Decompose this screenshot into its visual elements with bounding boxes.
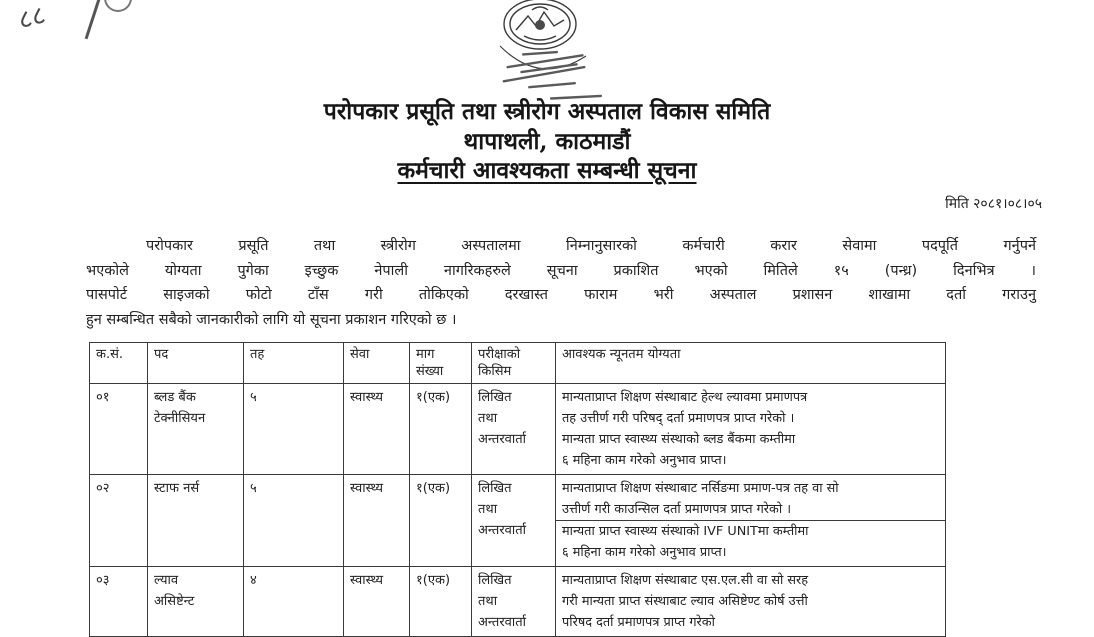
- header-exam-line: किसिम: [478, 364, 512, 379]
- cell-qualification: [556, 475, 946, 567]
- cell-level: ५: [244, 384, 344, 475]
- header-demand-count: [410, 343, 472, 384]
- qualification-line: ६ महिना काम गरेको अनुभाव प्राप्त।: [562, 545, 727, 560]
- cell-serial-number: ०१: [90, 384, 148, 475]
- cell-service: स्वास्थ्य: [344, 475, 410, 567]
- hospital-committee-title: परोपकार प्रसूति तथा स्त्रीरोग अस्पताल विकास समिति: [323, 98, 771, 125]
- exam-line: लिखित: [478, 481, 512, 496]
- cell-serial-number: ०२: [90, 475, 148, 567]
- cell-exam-type: [472, 475, 556, 567]
- qualification-line: मान्यताप्राप्त शिक्षण संस्थाबाट नर्सिङमा प्रमाण-पत्र तह वा सो: [562, 481, 839, 496]
- qualification-line: गरी मान्यता प्राप्त संस्थाबाट ल्याव असिष्टेण्ट कोर्ष उत्ती: [562, 594, 808, 609]
- notice-date: मिति २०८१।०८।०५: [945, 196, 1042, 212]
- notice-paragraph: [86, 234, 1036, 332]
- header-level: तह: [244, 343, 344, 384]
- qualification-line: उत्तीर्ण गरी काउन्सिल दर्ता प्रमाणपत्र प्राप्त गरेको ।: [562, 502, 792, 517]
- cell-exam-type: [472, 567, 556, 637]
- header-serial-number: क.सं.: [90, 343, 148, 384]
- qualification-line: मान्यता प्राप्त स्वास्थ्य संस्थाको IVF UNITमा कम्तीमा: [556, 520, 945, 542]
- government-emblem-seal-icon: [440, 0, 640, 108]
- corner-page-number: ८८: [15, 0, 49, 36]
- notice-line: भएकोले योग्यता पुगेका इच्छुक नेपाली नागरिकहरुले सूचना प्रकाशित भएको मितिले १५ (पन्ध्र) दिनभित्र ।: [86, 262, 1036, 279]
- post-line: असिष्टेन्ट: [154, 594, 195, 609]
- header-exam-type: [472, 343, 556, 384]
- exam-line: अन्तरवार्ता: [478, 523, 527, 538]
- exam-line: तथा: [478, 502, 498, 517]
- exam-line: लिखित: [478, 390, 512, 405]
- cell-demand: १(एक): [410, 567, 472, 637]
- cell-demand: १(एक): [410, 475, 472, 567]
- header-exam-line: परीक्षाको: [478, 347, 521, 362]
- post-line: ब्लड बैंक: [154, 390, 196, 405]
- qualification-line: तह उत्तीर्ण गरी परिषद् दर्ता प्रमाणपत्र प्राप्त गरेको ।: [562, 411, 795, 426]
- cell-qualification: [556, 567, 946, 637]
- corner-slash-stroke: [85, 0, 103, 39]
- exam-line: तथा: [478, 411, 498, 426]
- cell-post: [148, 567, 244, 637]
- qualification-line: मान्यताप्राप्त शिक्षण संस्थाबाट हेल्थ ल्यावमा प्रमाणपत्र: [562, 390, 808, 405]
- cell-post: [148, 384, 244, 475]
- cell-qualification: [556, 384, 946, 475]
- cell-post: [148, 475, 244, 567]
- post-line: स्टाफ नर्स: [154, 481, 200, 496]
- qualification-line: मान्यता प्राप्त स्वास्थ्य संस्थाको ब्लड बैंकमा कम्तीमा: [562, 432, 796, 447]
- header-service: सेवा: [344, 343, 410, 384]
- header-post: पद: [148, 343, 244, 384]
- exam-line: अन्तरवार्ता: [478, 615, 527, 630]
- header-qualification: आवश्यक न्यूनतम योग्यता: [556, 343, 946, 384]
- exam-line: तथा: [478, 594, 498, 609]
- table-row: [90, 567, 946, 637]
- notice-line: पासपोर्ट साइजको फोटो टाँस गरी तोकिएको दरखास्त फाराम भरी अस्पताल प्रशासन शाखामा दर्ता गराउनु: [86, 287, 1036, 303]
- notice-subject: कर्मचारी आवश्यकता सम्बन्धी सूचना: [397, 157, 697, 184]
- cell-serial-number: ०३: [90, 567, 148, 637]
- header-demand-line: संख्या: [416, 364, 444, 379]
- cell-demand: १(एक): [410, 384, 472, 475]
- hospital-address: थापाथली, काठमाडौं: [463, 128, 631, 155]
- vacancy-table: [89, 342, 946, 637]
- table-row: [90, 475, 946, 567]
- cell-level: ५: [244, 475, 344, 567]
- qualification-line: मान्यताप्राप्त शिक्षण संस्थाबाट एस.एल.सी वा सो सरह: [562, 573, 809, 588]
- qualification-line: ६ महिना काम गरेको अनुभाव प्राप्त।: [562, 453, 727, 468]
- cell-service: स्वास्थ्य: [344, 567, 410, 637]
- exam-line: लिखित: [478, 573, 512, 588]
- post-line: ल्याव: [154, 573, 179, 588]
- table-row: [90, 384, 946, 475]
- notice-line: परोपकार प्रसूति तथा स्त्रीरोग अस्पतालमा निम्नानुसारको कर्मचारी करार सेवामा पदपूर्ति गर्नुपर्ने: [146, 238, 1036, 254]
- exam-line: अन्तरवार्ता: [478, 432, 527, 447]
- table-header-row: [90, 343, 946, 384]
- header-demand-line: माग: [416, 347, 435, 362]
- post-line: टेक्नीसियन: [154, 411, 206, 426]
- qualification-line: परिषद दर्ता प्रमाणपत्र प्राप्त गरेको: [562, 615, 715, 630]
- cell-exam-type: [472, 384, 556, 475]
- corner-scribble-stroke: [104, 0, 132, 12]
- notice-line: हुन सम्बन्धित सबैको जानकारीको लागि यो सूचना प्रकाशन गरिएको छ ।: [86, 311, 457, 328]
- cell-service: स्वास्थ्य: [344, 384, 410, 475]
- cell-level: ४: [244, 567, 344, 637]
